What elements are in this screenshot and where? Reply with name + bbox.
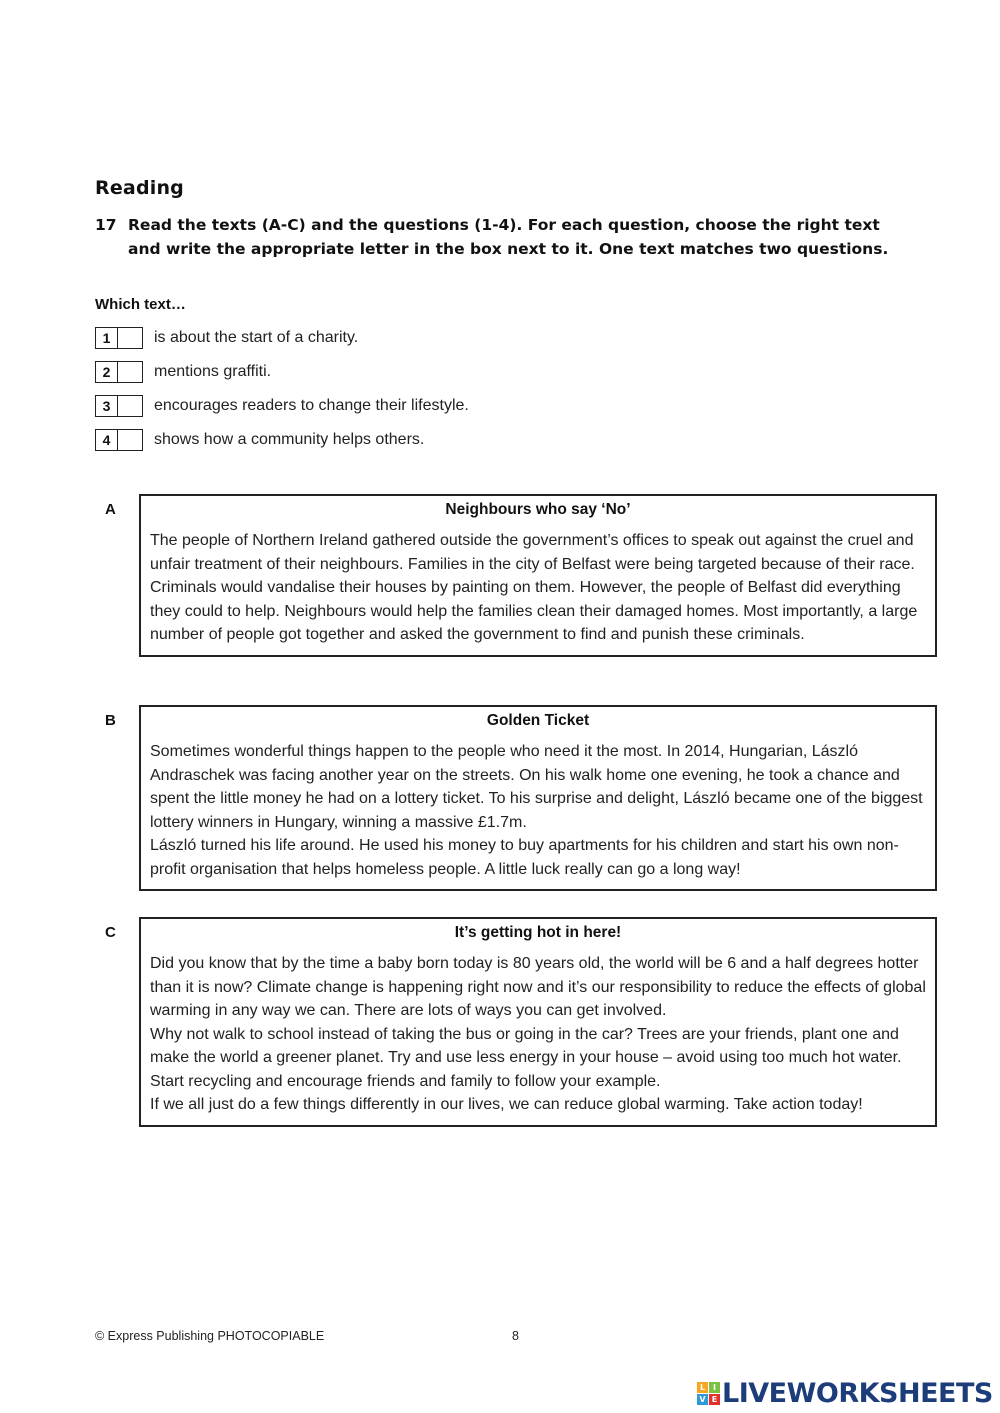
logo-tile: I — [709, 1382, 720, 1393]
text-title: Neighbours who say ‘No’ — [445, 501, 631, 518]
instruction-line-2: and write the appropriate letter in the box next to it. One text matches two questions. — [128, 240, 889, 258]
exercise-instructions — [95, 213, 935, 261]
text-box — [139, 705, 937, 891]
question-text: shows how a community helps others. — [154, 431, 425, 448]
logo-tile: E — [709, 1394, 720, 1405]
answer-input-1[interactable] — [118, 328, 142, 348]
question-row-4 — [95, 429, 469, 451]
text-body — [150, 529, 926, 647]
paragraph: The people of Northern Ireland gathered outside the government’s offices to speak out against the cruel and unfair treatment of their neighbours. Families in the city of Belfast were being targeted because of their race. Criminals would vandalise their houses by painting on them. However, the people of Belfast did everything they could to help. Neighbours would help the families clean their damaged homes. Most importantly, a large number of people got together and asked the government to find and punish these criminals. — [150, 532, 918, 643]
text-letter: C — [105, 924, 116, 941]
question-text: encourages readers to change their lifestyle. — [154, 397, 469, 414]
questions-lead: Which text… — [95, 296, 186, 313]
paragraph: Sometimes wonderful things happen to the people who need it the most. In 2014, Hungarian, László Andraschek was facing another year on the streets. On his walk home one evening, he took a chance and spent the little money he had on a lottery ticket. To his surprise and delight, László became one of the biggest lottery winners in Hungary, winning a massive £1.7m. — [150, 743, 923, 831]
question-row-1 — [95, 327, 469, 349]
question-text: mentions graffiti. — [154, 363, 272, 380]
text-body — [150, 740, 926, 881]
logo-tiles-icon — [697, 1382, 720, 1405]
question-number: 2 — [96, 362, 118, 382]
logo-tile: L — [697, 1382, 708, 1393]
text-letter: B — [105, 712, 116, 729]
paragraph: If we all just do a few things differently in our lives, we can reduce global warming. Take action today! — [150, 1096, 863, 1113]
text-box — [139, 917, 937, 1127]
question-list — [95, 327, 469, 463]
exercise-number: 17 — [95, 216, 117, 234]
logo-text: LIVEWORKSHEETS — [722, 1378, 993, 1409]
answer-input-3[interactable] — [118, 396, 142, 416]
question-row-3 — [95, 395, 469, 417]
text-body — [150, 952, 926, 1117]
text-title: It’s getting hot in here! — [454, 924, 622, 941]
text-box — [139, 494, 937, 657]
answer-input-4[interactable] — [118, 430, 142, 450]
section-title: Reading — [95, 177, 184, 199]
answer-box — [95, 327, 143, 349]
question-number: 4 — [96, 430, 118, 450]
answer-input-2[interactable] — [118, 362, 142, 382]
question-number: 3 — [96, 396, 118, 416]
answer-box — [95, 429, 143, 451]
question-number: 1 — [96, 328, 118, 348]
instruction-line-1: Read the texts (A-C) and the questions (1-4). For each question, choose the right text — [128, 216, 880, 234]
text-title: Golden Ticket — [486, 712, 590, 729]
text-letter: A — [105, 501, 116, 518]
paragraph: Why not walk to school instead of taking the bus or going in the car? Trees are your friends, plant one and make the world a greener planet. Try and use less energy in your house – avoid using too much hot water. Start recycling and encourage friends and family to follow your example. — [150, 1025, 902, 1090]
question-row-2 — [95, 361, 469, 383]
paragraph: Did you know that by the time a baby born today is 80 years old, the world will be 6 and a half degrees hotter than it is now? Climate change is happening right now and it’s our responsibility to reduce the effects of global warming in any way we can. There are lots of ways you can get involved. — [150, 955, 926, 1019]
paragraph: László turned his life around. He used his money to buy apartments for his children and start his own non-profit organisation that helps homeless people. A little luck really can go a long way! — [150, 837, 899, 878]
answer-box — [95, 361, 143, 383]
logo-tile: V — [697, 1394, 708, 1405]
liveworksheets-logo — [697, 1378, 993, 1409]
answer-box — [95, 395, 143, 417]
question-text: is about the start of a charity. — [154, 329, 359, 346]
page-number: 8 — [512, 1329, 519, 1343]
footer-copyright: © Express Publishing PHOTOCOPIABLE — [95, 1329, 325, 1343]
